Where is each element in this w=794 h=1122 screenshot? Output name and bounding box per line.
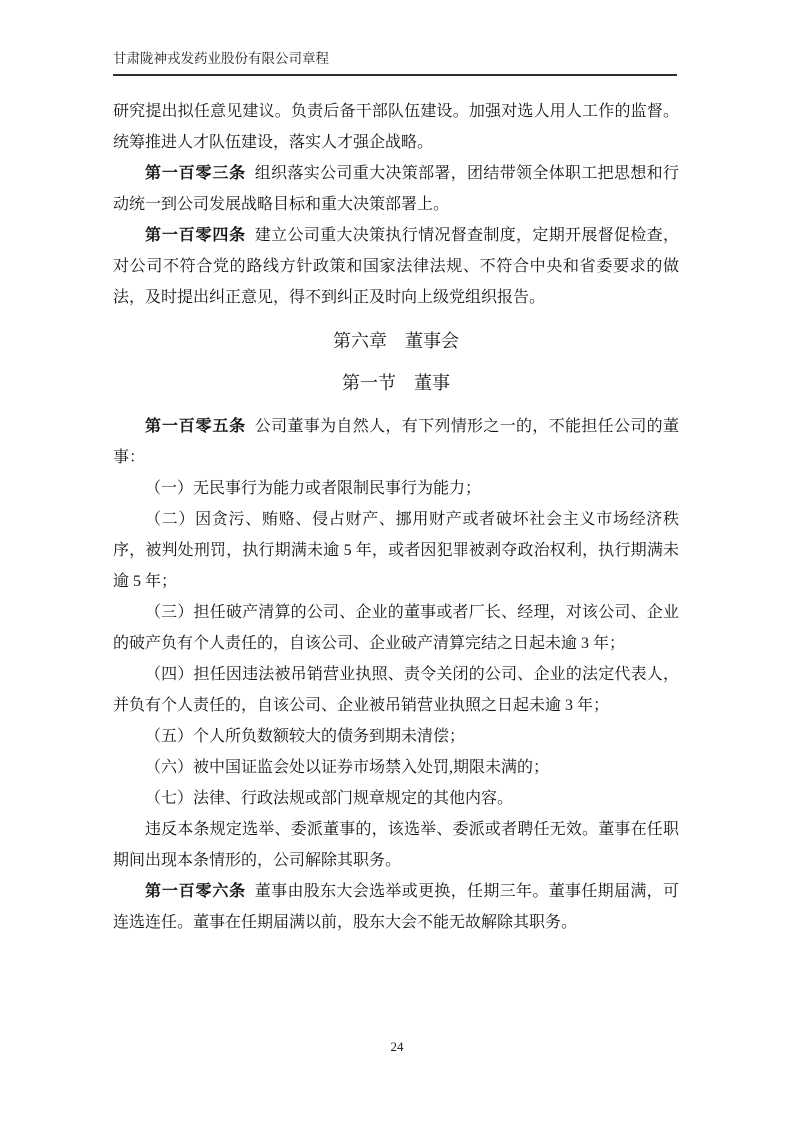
page-footer	[0, 1039, 794, 1055]
chapter-heading: 第六章 董事会	[333, 331, 459, 351]
list-item-3: （三）担任破产清算的公司、企业的董事或者厂长、经理，对该公司、企业的破产负有个人责任的，自该公司、企业破产清算完结之日起未逾 3 年；	[113, 604, 679, 652]
article-text: 建立公司重大决策执行情况督查制度，定期开展督促检查，对公司不符合党的路线方针政策和国家法律法规、不符合中央和省委要求的做法，及时提出纠正意见，得不到纠正及时向上级党组织报告。	[113, 227, 679, 306]
article-number: 第一百零六条	[145, 883, 246, 900]
list-item-4: （四）担任因违法被吊销营业执照、责令关闭的公司、企业的法定代表人，并负有个人责任的，自该公司、企业被吊销营业执照之日起未逾 3 年；	[113, 666, 679, 714]
article-number: 第一百零三条	[145, 165, 246, 182]
paragraph-continuation: 研究提出拟任意见建议。负责后备干部队伍建设。加强对选人用人工作的监督。统筹推进人才队伍建设，落实人才强企战略。	[113, 103, 679, 151]
list-item-5: （五）个人所负数额较大的债务到期未清偿；	[145, 728, 466, 745]
article-text: 董事由股东大会选举或更换，任期三年。董事任期届满，可连选连任。董事在任期届满以前，股东大会不能无故解除其职务。	[113, 883, 679, 931]
section-heading: 第一节 董事	[342, 373, 450, 393]
article-paragraph-106	[113, 876, 679, 938]
article-number: 第一百零四条	[145, 227, 246, 244]
list-item-2: （二）因贪污、贿赂、侵占财产、挪用财产或者破坏社会主义市场经济秩序，被判处刑罚，执行期满未逾 5 年，或者因犯罪被剥夺政治权利，执行期满未逾 5 年；	[113, 511, 679, 590]
article-text: 公司董事为自然人，有下列情形之一的，不能担任公司的董事：	[113, 418, 679, 466]
paragraph-plain: 违反本条规定选举、委派董事的，该选举、委派或者聘任无效。董事在任职期间出现本条情形的，公司解除其职务。	[113, 821, 679, 869]
list-item-6: （六）被中国证监会处以证券市场禁入处罚,期限未满的；	[145, 759, 550, 776]
list-item-1: （一）无民事行为能力或者限制民事行为能力；	[145, 480, 482, 497]
page-number: 24	[390, 1039, 404, 1054]
article-paragraph-105	[113, 411, 679, 473]
header-title: 甘肃陇神戎发药业股份有限公司章程	[113, 51, 329, 66]
article-paragraph-104	[113, 220, 679, 313]
list-item-7: （七）法律、行政法规或部门规章规定的其他内容。	[145, 790, 514, 807]
article-paragraph-103	[113, 158, 679, 220]
document-body	[113, 96, 679, 938]
page-header	[113, 50, 677, 76]
article-number: 第一百零五条	[145, 418, 246, 435]
article-text: 组织落实公司重大决策部署，团结带领全体职工把思想和行动统一到公司发展战略目标和重大决策部署上。	[113, 165, 679, 213]
